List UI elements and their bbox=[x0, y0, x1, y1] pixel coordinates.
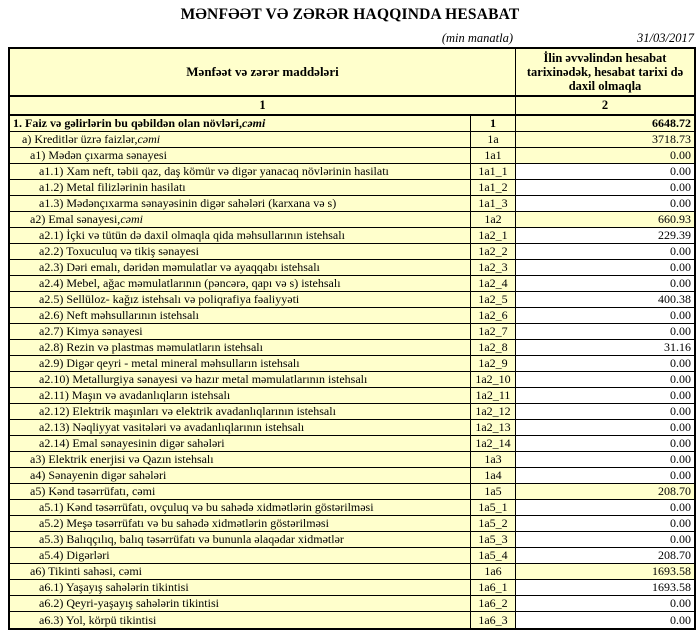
value-column-number: 2 bbox=[515, 97, 694, 114]
table-row bbox=[10, 244, 694, 260]
report-date: 31/03/2017 bbox=[637, 31, 694, 45]
item-name-text: a4) Sənayenin digər sahələri bbox=[30, 468, 167, 482]
item-value-cell[interactable]: 0.00 bbox=[515, 164, 694, 179]
item-value-cell[interactable]: 0.00 bbox=[515, 436, 694, 451]
item-name-cell bbox=[10, 580, 470, 595]
table-row bbox=[10, 292, 694, 308]
item-code-cell: 1 bbox=[470, 116, 515, 131]
table-row bbox=[10, 612, 694, 628]
item-code-cell: 1a2_1 bbox=[470, 228, 515, 243]
item-name-italic-text: cəmi bbox=[120, 212, 143, 226]
item-name-cell bbox=[10, 260, 470, 275]
item-code-cell: 1a2_12 bbox=[470, 404, 515, 419]
item-code-cell: 1a6_2 bbox=[470, 596, 515, 611]
item-value-cell[interactable]: 0.00 bbox=[515, 260, 694, 275]
item-name-text: a2.1) İçki və tütün də daxil olmaqla qida məhsullarının istehsalı bbox=[39, 228, 345, 242]
item-name-cell bbox=[10, 228, 470, 243]
table-row bbox=[10, 420, 694, 436]
item-value-cell[interactable]: 0.00 bbox=[515, 500, 694, 515]
value-header-cell: İlin əvvəlindən hesabat tarixinədək, hesabat tarixi də daxil olmaqla bbox=[515, 49, 694, 95]
item-name-text: a2.8) Rezin və plastmas məmulatların istehsalı bbox=[39, 340, 263, 354]
item-name-text: a2.13) Nəqliyyat vasitələri və avadanlıqlarının istehsalı bbox=[39, 420, 305, 434]
item-name-text: a2.11) Maşın və avadanlıqların istehsalı bbox=[39, 388, 231, 402]
item-value-cell[interactable]: 0.00 bbox=[515, 372, 694, 387]
item-name-text: a2.6) Neft məhsullarının istehsalı bbox=[39, 308, 199, 322]
item-name-cell bbox=[10, 180, 470, 195]
item-code-cell: 1a5 bbox=[470, 484, 515, 499]
table-header-row bbox=[10, 49, 694, 97]
table-row bbox=[10, 372, 694, 388]
item-name-cell bbox=[10, 116, 470, 131]
item-value-cell[interactable]: 0.00 bbox=[515, 516, 694, 531]
item-code-cell: 1a6 bbox=[470, 564, 515, 579]
item-name-cell bbox=[10, 340, 470, 355]
item-code-cell: 1a5_3 bbox=[470, 532, 515, 547]
table-row bbox=[10, 356, 694, 372]
item-name-cell bbox=[10, 276, 470, 291]
item-name-cell bbox=[10, 372, 470, 387]
item-name-text: a6) Tikinti sahəsi, cəmi bbox=[30, 564, 142, 578]
item-name-cell bbox=[10, 212, 470, 227]
item-name-cell bbox=[10, 292, 470, 307]
items-header-cell: Mənfəət və zərər maddələri bbox=[186, 64, 339, 79]
item-name-cell bbox=[10, 468, 470, 483]
item-name-cell bbox=[10, 436, 470, 451]
item-code-cell: 1a2_5 bbox=[470, 292, 515, 307]
table-row bbox=[10, 148, 694, 164]
item-value-cell[interactable]: 0.00 bbox=[515, 468, 694, 483]
item-code-cell: 1a1_1 bbox=[470, 164, 515, 179]
report-table bbox=[8, 47, 696, 630]
item-value-cell: 208.70 bbox=[515, 484, 694, 499]
table-row bbox=[10, 276, 694, 292]
item-name-text: a2) Emal sənayesi, bbox=[30, 212, 121, 226]
item-name-cell bbox=[10, 500, 470, 515]
table-row bbox=[10, 532, 694, 548]
table-row bbox=[10, 196, 694, 212]
item-value-cell[interactable]: 0.00 bbox=[515, 612, 694, 628]
table-row bbox=[10, 340, 694, 356]
item-value-cell[interactable]: 0.00 bbox=[515, 420, 694, 435]
item-name-text: a2.7) Kimya sənayesi bbox=[39, 324, 143, 338]
item-value-cell[interactable]: 0.00 bbox=[515, 276, 694, 291]
table-row bbox=[10, 260, 694, 276]
item-name-text: a6.3) Yol, körpü tikintisi bbox=[39, 612, 157, 627]
item-code-cell: 1a2_9 bbox=[470, 356, 515, 371]
table-row bbox=[10, 548, 694, 564]
item-name-cell bbox=[10, 564, 470, 579]
item-name-text: a2.14) Emal sənayesinin digər sahələri bbox=[39, 436, 225, 450]
table-row bbox=[10, 564, 694, 580]
item-name-cell bbox=[10, 516, 470, 531]
item-code-cell: 1a2 bbox=[470, 212, 515, 227]
unit-note: (min manatla) bbox=[441, 31, 513, 45]
item-code-cell: 1a2_10 bbox=[470, 372, 515, 387]
item-value-cell[interactable]: 0.00 bbox=[515, 308, 694, 323]
item-name-text: a5.2) Meşə təsərrüfatı və bu sahədə xidmətlərin göstərilməsi bbox=[39, 516, 329, 530]
item-name-text: a2.12) Elektrik maşınları və elektrik avadanlıqlarının istehsalı bbox=[39, 404, 336, 418]
item-name-text: a2.3) Dəri emalı, dəridən məmulatlar və ayaqqabı istehsalı bbox=[39, 260, 320, 274]
item-value-cell[interactable]: 31.16 bbox=[515, 340, 694, 355]
item-name-cell bbox=[10, 484, 470, 499]
item-code-cell: 1a6_1 bbox=[470, 580, 515, 595]
table-row bbox=[10, 484, 694, 500]
item-value-cell[interactable]: 400.38 bbox=[515, 292, 694, 307]
report-subline bbox=[8, 32, 696, 45]
item-name-text: a1.2) Metal filizlərinin hasilatı bbox=[39, 180, 186, 194]
item-value-cell[interactable]: 0.00 bbox=[515, 596, 694, 611]
table-row bbox=[10, 116, 694, 132]
item-name-text: a6.1) Yaşayış sahələrin tikintisi bbox=[39, 580, 189, 594]
item-name-text: a2.2) Toxuculuq və tikiş sənayesi bbox=[39, 244, 199, 258]
item-value-cell: 6648.72 bbox=[515, 116, 694, 131]
table-row bbox=[10, 164, 694, 180]
item-code-cell: 1a2_14 bbox=[470, 436, 515, 451]
item-value-cell[interactable]: 0.00 bbox=[515, 324, 694, 339]
item-name-cell bbox=[10, 148, 470, 163]
item-name-text: 1. Faiz və gəlirlərin bu qəbildən olan növləri, bbox=[13, 116, 242, 130]
item-name-cell bbox=[10, 356, 470, 371]
item-code-cell: 1a5_4 bbox=[470, 548, 515, 563]
item-code-cell: 1a2_8 bbox=[470, 340, 515, 355]
table-row bbox=[10, 516, 694, 532]
item-name-cell bbox=[10, 404, 470, 419]
table-row bbox=[10, 500, 694, 516]
table-row bbox=[10, 324, 694, 340]
item-value-cell[interactable]: 208.70 bbox=[515, 548, 694, 563]
item-name-cell bbox=[10, 324, 470, 339]
table-row bbox=[10, 132, 694, 148]
item-value-cell: 660.93 bbox=[515, 212, 694, 227]
item-name-italic-text: cəmi bbox=[242, 116, 266, 130]
table-row bbox=[10, 580, 694, 596]
item-name-cell bbox=[10, 196, 470, 211]
item-value-cell[interactable]: 229.39 bbox=[515, 228, 694, 243]
item-code-cell: 1a5_1 bbox=[470, 500, 515, 515]
table-row bbox=[10, 212, 694, 228]
item-value-cell[interactable]: 0.00 bbox=[515, 180, 694, 195]
item-name-text: a1) Mədən çıxarma sənayesi bbox=[30, 148, 167, 162]
item-name-cell bbox=[10, 532, 470, 547]
report-title: MƏNFƏƏT VƏ ZƏRƏR HAQQINDA HESABAT bbox=[180, 6, 520, 23]
table-row bbox=[10, 468, 694, 484]
table-body bbox=[10, 116, 694, 628]
table-row bbox=[10, 388, 694, 404]
item-name-text: a1.3) Mədənçıxarma sənayəsinin digər sahələri (karxana və s) bbox=[39, 196, 337, 210]
item-name-cell bbox=[10, 452, 470, 467]
item-code-cell: 1a1 bbox=[470, 148, 515, 163]
table-row bbox=[10, 596, 694, 612]
item-value-cell[interactable]: 0.00 bbox=[515, 244, 694, 259]
table-row bbox=[10, 436, 694, 452]
item-name-cell bbox=[10, 132, 470, 147]
item-value-cell: 1693.58 bbox=[515, 564, 694, 579]
item-value-cell: 3718.73 bbox=[515, 132, 694, 147]
item-name-text: a2.5) Sellüloz- kağız istehsalı və poliqrafiya fəaliyyəti bbox=[39, 292, 300, 306]
item-value-cell[interactable]: 0.00 bbox=[515, 196, 694, 211]
item-code-cell: 1a5_2 bbox=[470, 516, 515, 531]
item-value-cell[interactable]: 0.00 bbox=[515, 356, 694, 371]
item-code-cell: 1a3 bbox=[470, 452, 515, 467]
items-column-number: 1 bbox=[259, 98, 266, 112]
item-code-cell: 1a2_3 bbox=[470, 260, 515, 275]
table-row bbox=[10, 180, 694, 196]
item-name-cell bbox=[10, 164, 470, 179]
item-value-cell[interactable]: 0.00 bbox=[515, 532, 694, 547]
item-name-cell bbox=[10, 388, 470, 403]
item-name-cell bbox=[10, 420, 470, 435]
item-name-text: a5.1) Kənd təsərrüfatı, ovçuluq və bu sahədə xidmətlərin göstərilməsi bbox=[39, 500, 374, 514]
item-code-cell: 1a4 bbox=[470, 468, 515, 483]
item-name-cell bbox=[10, 308, 470, 323]
table-row bbox=[10, 308, 694, 324]
item-code-cell: 1a2_2 bbox=[470, 244, 515, 259]
item-name-text: a2.4) Mebel, ağac məmulatlarının (pəncərə, qapı və s) istehsalı bbox=[39, 276, 341, 290]
item-name-text: a2.9) Digər qeyri - metal mineral məhsulların istehsalı bbox=[39, 356, 300, 370]
item-name-cell bbox=[10, 612, 470, 628]
item-name-italic-text: cəmi bbox=[137, 132, 161, 146]
item-code-cell: 1a1_3 bbox=[470, 196, 515, 211]
item-name-cell bbox=[10, 244, 470, 259]
item-value-cell[interactable]: 0.00 bbox=[515, 404, 694, 419]
item-name-text: a2.10) Metallurgiya sənayesi və hazır metal məmulatlarının istehsalı bbox=[39, 372, 368, 386]
item-name-text: a5.3) Balıqçılıq, balıq təsərrüfatı və bununla əlaqədar xidmətlər bbox=[39, 532, 344, 546]
item-code-cell: 1a2_4 bbox=[470, 276, 515, 291]
item-name-text: a3) Elektrik enerjisi və Qazın istehsalı bbox=[30, 452, 214, 466]
item-name-text: a5) Kənd təsərrüfatı, cəmi bbox=[30, 484, 156, 498]
column-number-row bbox=[10, 97, 694, 116]
item-code-cell: 1a6_3 bbox=[470, 612, 515, 628]
item-name-text: a1.1) Xam neft, təbii qaz, daş kömür və digər yanacaq növlərinin hasilatı bbox=[39, 164, 389, 178]
table-row bbox=[10, 228, 694, 244]
item-code-cell: 1a1_2 bbox=[470, 180, 515, 195]
item-code-cell: 1a2_6 bbox=[470, 308, 515, 323]
item-value-cell: 0.00 bbox=[515, 148, 694, 163]
item-value-cell[interactable]: 0.00 bbox=[515, 388, 694, 403]
item-code-cell: 1a2_13 bbox=[470, 420, 515, 435]
item-name-text: a5.4) Digərləri bbox=[39, 548, 110, 562]
item-name-text: a6.2) Qeyri-yaşayış sahələrin tikintisi bbox=[39, 596, 219, 610]
table-row bbox=[10, 452, 694, 468]
item-name-cell bbox=[10, 596, 470, 611]
item-code-cell: 1a2_7 bbox=[470, 324, 515, 339]
item-value-cell[interactable]: 1693.58 bbox=[515, 580, 694, 595]
item-code-cell: 1a bbox=[470, 132, 515, 147]
item-name-cell bbox=[10, 548, 470, 563]
item-name-text: a) Kreditlər üzrə faizlər, bbox=[22, 132, 138, 146]
table-row bbox=[10, 404, 694, 420]
item-code-cell: 1a2_11 bbox=[470, 388, 515, 403]
item-value-cell[interactable]: 0.00 bbox=[515, 452, 694, 467]
